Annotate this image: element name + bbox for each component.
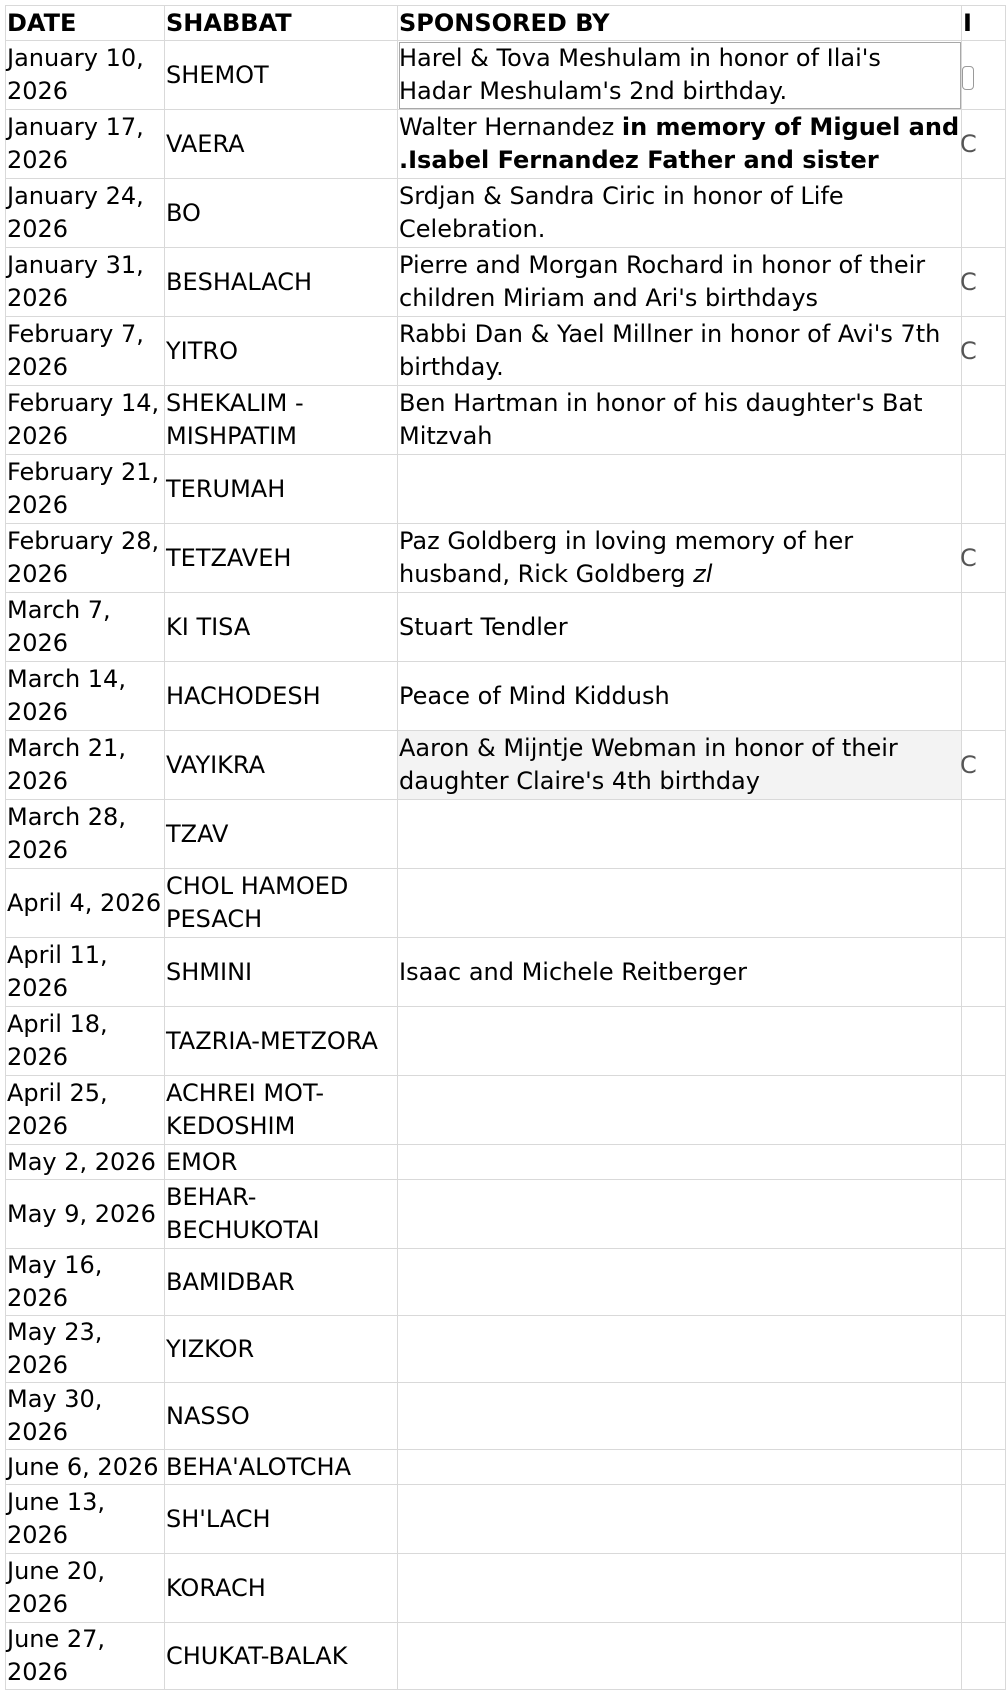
date-cell[interactable]: January 17, 2026 [6,110,165,179]
shabbat-cell[interactable]: VAYIKRA [165,731,398,800]
table-row [6,1145,1006,1180]
table-row [6,662,1006,731]
date-cell[interactable]: April 4, 2026 [6,869,165,938]
sponsor-cell[interactable]: Srdjan & Sandra Ciric in honor of Life Celebration. [398,179,962,248]
table-row [6,317,1006,386]
shabbat-cell[interactable]: CHOL HAMOED PESACH [165,869,398,938]
date-cell[interactable]: April 25, 2026 [6,1076,165,1145]
sponsor-cell[interactable] [398,110,962,179]
extra-cell[interactable] [962,1316,1006,1383]
extra-cell[interactable] [962,1383,1006,1450]
shabbat-cell[interactable]: TERUMAH [165,455,398,524]
header-extra-clipped[interactable]: I [962,6,1006,41]
table-row [6,593,1006,662]
extra-cell[interactable] [962,869,1006,938]
header-shabbat[interactable]: SHABBAT [165,6,398,41]
shabbat-cell[interactable]: BEHAR-BECHUKOTAI [165,1180,398,1249]
shabbat-cell[interactable]: HACHODESH [165,662,398,731]
date-cell[interactable]: June 13, 2026 [6,1485,165,1554]
date-cell[interactable]: June 6, 2026 [6,1450,165,1485]
shabbat-cell[interactable]: VAERA [165,110,398,179]
shabbat-cell[interactable]: TETZAVEH [165,524,398,593]
extra-cell[interactable] [962,455,1006,524]
sponsorship-table [5,5,1006,1690]
extra-cell[interactable] [962,800,1006,869]
sponsor-cell[interactable]: Peace of Mind Kiddush [398,662,962,731]
sponsor-cell[interactable] [398,1554,962,1623]
extra-cell[interactable] [962,524,1006,593]
extra-cell[interactable] [962,1623,1006,1690]
date-cell[interactable]: March 28, 2026 [6,800,165,869]
table-row [6,524,1006,593]
table-row [6,1316,1006,1383]
sponsor-cell[interactable] [398,1383,962,1450]
shabbat-cell[interactable]: SHEMOT [165,41,398,110]
extra-cell[interactable] [962,386,1006,455]
table-row [6,869,1006,938]
extra-cell[interactable] [962,593,1006,662]
table-row [6,248,1006,317]
sponsor-cell[interactable]: Stuart Tendler [398,593,962,662]
shabbat-cell[interactable]: TAZRIA-METZORA [165,1007,398,1076]
extra-cell[interactable] [962,1450,1006,1485]
shabbat-cell[interactable]: BEHA'ALOTCHA [165,1450,398,1485]
shabbat-cell[interactable]: BESHALACH [165,248,398,317]
sponsor-cell[interactable] [398,1180,962,1249]
table-row [6,455,1006,524]
extra-cell[interactable] [962,731,1006,800]
date-cell[interactable]: May 30, 2026 [6,1383,165,1450]
table-row [6,179,1006,248]
extra-cell[interactable] [962,1249,1006,1316]
table-row [6,41,1006,110]
date-cell[interactable]: May 2, 2026 [6,1145,165,1180]
date-cell[interactable]: June 27, 2026 [6,1623,165,1690]
table-row [6,731,1006,800]
shabbat-cell[interactable]: SH'LACH [165,1485,398,1554]
shabbat-cell[interactable]: NASSO [165,1383,398,1450]
date-cell[interactable]: May 16, 2026 [6,1249,165,1316]
date-cell[interactable]: February 28, 2026 [6,524,165,593]
sponsor-cell[interactable]: Ben Hartman in honor of his daughter's Bat Mitzvah [398,386,962,455]
date-cell[interactable]: January 24, 2026 [6,179,165,248]
kiddush-sponsorship-sheet [5,5,1006,1690]
table-row [6,1249,1006,1316]
date-cell[interactable]: February 7, 2026 [6,317,165,386]
extra-cell[interactable] [962,1007,1006,1076]
table-row [6,800,1006,869]
table-row [6,1554,1006,1623]
sponsor-cell[interactable] [398,800,962,869]
header-date[interactable]: DATE [6,6,165,41]
sponsor-cell[interactable]: Pierre and Morgan Rochard in honor of their children Miriam and Ari's birthdays [398,248,962,317]
date-cell[interactable]: January 31, 2026 [6,248,165,317]
shabbat-cell[interactable]: KI TISA [165,593,398,662]
sponsor-text: Walter Hernandez [399,113,622,141]
date-cell[interactable]: May 9, 2026 [6,1180,165,1249]
extra-cell[interactable] [962,1554,1006,1623]
clipped-text: C [960,336,977,365]
sponsor-cell[interactable] [398,524,962,593]
shabbat-cell[interactable]: TZAV [165,800,398,869]
extra-cell[interactable] [962,41,1006,110]
date-cell[interactable]: June 20, 2026 [6,1554,165,1623]
shabbat-cell[interactable]: CHUKAT-BALAK [165,1623,398,1690]
sponsor-cell[interactable]: Aaron & Mijntje Webman in honor of their daughter Claire's 4th birthday [398,731,962,800]
extra-cell[interactable] [962,1180,1006,1249]
clipped-chip [962,66,974,90]
sponsor-bold-text: in memory of Miguel and .Isabel Fernandez Father and sister [399,113,960,174]
extra-cell[interactable] [962,179,1006,248]
date-cell[interactable]: January 10, 2026 [6,41,165,110]
sponsor-text: Paz Goldberg in loving memory of her husband, Rick Goldberg [399,527,854,588]
extra-cell[interactable] [962,317,1006,386]
header-row [6,6,1006,41]
sponsor-cell[interactable] [398,1145,962,1180]
shabbat-cell[interactable]: YIZKOR [165,1316,398,1383]
sponsor-cell[interactable]: Isaac and Michele Reitberger [398,938,962,1007]
shabbat-cell[interactable]: SHMINI [165,938,398,1007]
table-row [6,386,1006,455]
date-cell[interactable]: March 14, 2026 [6,662,165,731]
sponsor-italic-text: zl [693,560,713,588]
table-row [6,1383,1006,1450]
clipped-text: C [960,267,977,296]
extra-cell[interactable] [962,1145,1006,1180]
sponsor-cell[interactable] [398,455,962,524]
extra-cell[interactable] [962,1076,1006,1145]
sponsor-cell[interactable]: Harel & Tova Meshulam in honor of Ilai's Hadar Meshulam's 2nd birthday. [398,41,962,110]
sponsor-cell[interactable] [398,1007,962,1076]
shabbat-cell[interactable]: YITRO [165,317,398,386]
extra-cell[interactable] [962,662,1006,731]
shabbat-cell[interactable]: KORACH [165,1554,398,1623]
sponsor-cell[interactable] [398,1076,962,1145]
extra-cell[interactable] [962,938,1006,1007]
header-sponsored-by[interactable]: SPONSORED BY [398,6,962,41]
sponsor-cell[interactable] [398,1316,962,1383]
date-cell[interactable]: March 7, 2026 [6,593,165,662]
table-row [6,1180,1006,1249]
sponsor-cell[interactable] [398,1485,962,1554]
sponsor-cell[interactable] [398,869,962,938]
table-row [6,1076,1006,1145]
shabbat-cell[interactable]: EMOR [165,1145,398,1180]
shabbat-cell[interactable]: BAMIDBAR [165,1249,398,1316]
sponsor-cell[interactable] [398,1249,962,1316]
date-cell[interactable]: April 18, 2026 [6,1007,165,1076]
clipped-text: C [960,129,977,158]
extra-cell[interactable] [962,248,1006,317]
date-cell[interactable]: March 21, 2026 [6,731,165,800]
clipped-text: C [960,543,977,572]
sponsor-cell[interactable] [398,1450,962,1485]
shabbat-cell[interactable]: BO [165,179,398,248]
table-row [6,1450,1006,1485]
shabbat-cell[interactable]: ACHREI MOT-KEDOSHIM [165,1076,398,1145]
shabbat-cell[interactable]: SHEKALIM - MISHPATIM [165,386,398,455]
extra-cell[interactable] [962,110,1006,179]
sponsor-cell[interactable] [398,1623,962,1690]
clipped-text: C [960,750,977,779]
table-row [6,1623,1006,1690]
date-cell[interactable]: May 23, 2026 [6,1316,165,1383]
table-row [6,110,1006,179]
date-cell[interactable]: February 14, 2026 [6,386,165,455]
table-row [6,1485,1006,1554]
table-row [6,1007,1006,1076]
sponsor-cell[interactable]: Rabbi Dan & Yael Millner in honor of Avi's 7th birthday. [398,317,962,386]
date-cell[interactable]: April 11, 2026 [6,938,165,1007]
extra-cell[interactable] [962,1485,1006,1554]
table-row [6,938,1006,1007]
date-cell[interactable]: February 21, 2026 [6,455,165,524]
